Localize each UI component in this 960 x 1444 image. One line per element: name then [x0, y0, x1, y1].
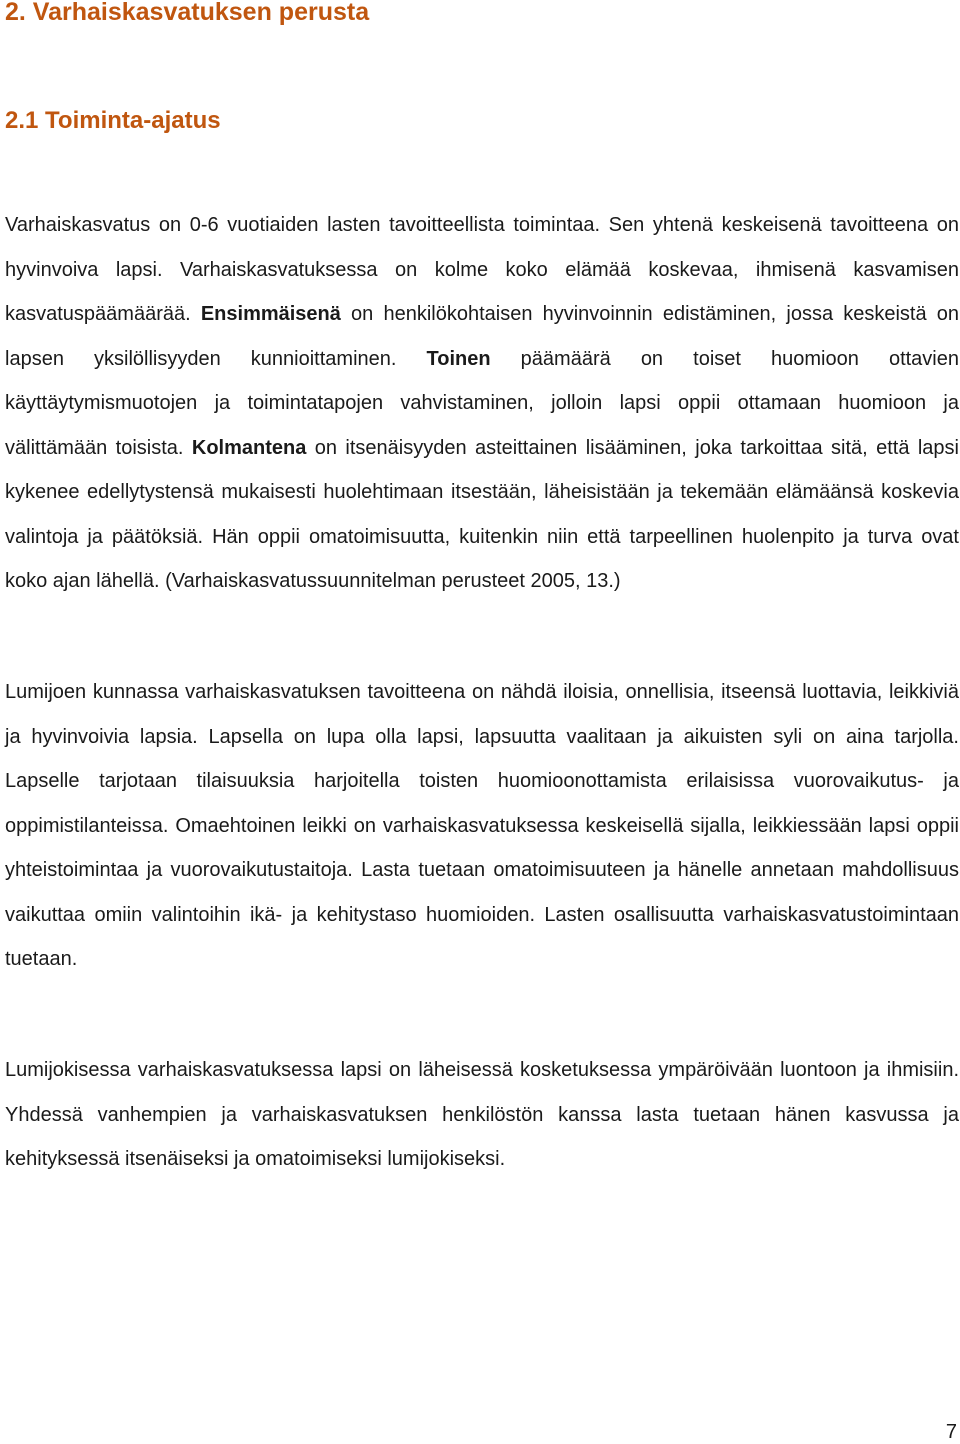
emphasis-toinen: Toinen — [426, 347, 491, 370]
paragraph-text: Varhaiskasvatus on 0-6 vuotiaiden lasten tavoitteellista toimintaa. Sen yhtenä keskeisenä tavoitteena on hyvinvoiva lapsi. Varhaiskasvatuksessa on kolme koko elämää koskevaa, ihmisenä kasvamisen kasvatuspäämäärää. — [5, 214, 959, 325]
paragraph-text: päämäärä on toiset huomioon ottavien käyttäytymismuotojen ja toimintatapojen vahvistaminen, jolloin lapsi oppii ottamaan huomioon ja välittämään toisista. — [5, 347, 959, 459]
paragraph-text: on henkilökohtaisen hyvinvoinnin edistäminen, jossa keskeistä on lapsen yksilöllisyyden kunnioittaminen. — [5, 303, 959, 370]
paragraph-toiminta-ajatus — [5, 203, 959, 604]
section-heading: 2.1 Toiminta-ajatus — [5, 107, 221, 134]
paragraph-lumijoen-tavoite: Lumijoen kunnassa varhaiskasvatuksen tavoitteena on nähdä iloisia, onnellisia, itseensä luottavia, leikkiviä ja hyvinvoivia lapsia. Lapsella on lupa olla lapsi, lapsuutta vaalitaan ja aikuisten syli on aina tarjolla. Lapselle tarjotaan tilaisuuksia harjoitella toisten huomioonottamista erilaisissa vuorovaikutus- ja oppimistilanteissa. Omaehtoinen leikki on varhaiskasvatuksessa keskeisellä sijalla, leikkiessään lapsi oppii yhteistoimintaa ja vuorovaikutustaitoja. Lasta tuetaan omatoimisuuteen ja hänelle annetaan mahdollisuus vaikuttaa omiin valintoihin ikä- ja kehitystaso huomioiden. Lasten osallisuutta varhaiskasvatustoimintaan tuetaan. — [5, 681, 959, 970]
page-number: 7 — [945, 1421, 957, 1443]
paragraph-text: on itsenäisyyden asteittainen lisääminen, joka tarkoittaa sitä, että lapsi kykenee edellytystensä mukaisesti huolehtimaan itsestään, läheisistään ja tekemään elämäänsä koskevia valintoja ja päätöksiä. Hän oppii omatoimisuutta, kuitenkin niin että tarpeellinen huolenpito ja turva ovat koko ajan lähellä. (Varhaiskasvatussuunnitelman perusteet 2005, 13.) — [5, 436, 959, 592]
emphasis-ensimmaisena: Ensimmäisenä — [200, 303, 341, 325]
emphasis-kolmantena: Kolmantena — [191, 436, 307, 459]
chapter-heading: 2. Varhaiskasvatuksen perusta — [5, 0, 370, 26]
paragraph-lumijokinen-varhaiskasvatus: Lumijokisessa varhaiskasvatuksessa lapsi on läheisessä kosketuksessa ympäröivään luontoon ja ihmisiin. Yhdessä vanhempien ja varhaiskasvatuksen henkilöstön kanssa lasta tuetaan hänen kasvussa ja kehityksessä itsenäiseksi ja omatoimiseksi lumijokiseksi. — [5, 1059, 959, 1170]
